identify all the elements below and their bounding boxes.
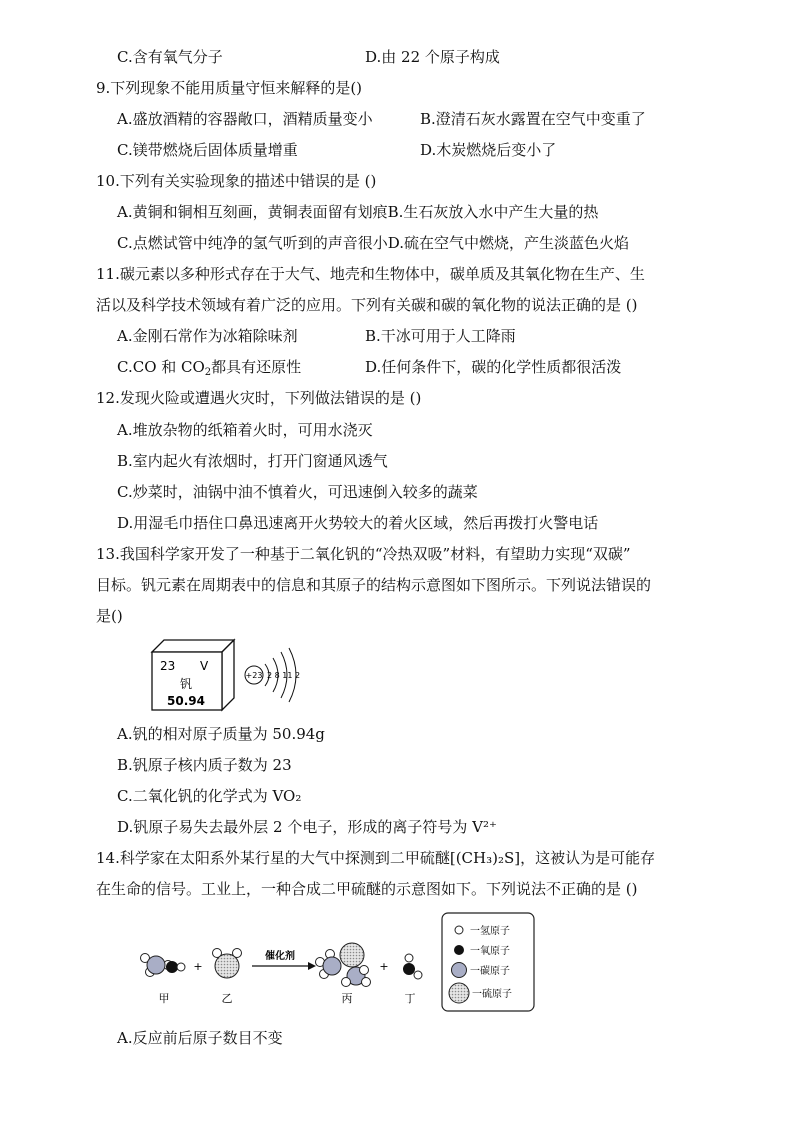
molecule-yi (213, 949, 242, 979)
q14-stem-line1: 14.科学家在太阳系外某行星的大气中探测到二甲硫醚[(CH₃)₂S]，这被认为是可能存 (96, 849, 656, 867)
atom-nucleus: +23 (245, 671, 263, 680)
q14-option-a: A.反应前后原子数目不变 (117, 1029, 283, 1047)
atom-shells: 2 8 11 2 (267, 671, 301, 680)
vanadium-element-cell (150, 636, 240, 712)
molecule-jia (141, 954, 186, 977)
q12-stem: 12.发现火险或遭遇火灾时，下列做法错误的是 () (96, 389, 422, 407)
q8-option-d: D.由 22 个原子构成 (365, 48, 500, 66)
q10-stem: 10.下列有关实验现象的描述中错误的是 () (96, 172, 377, 190)
q10-option-a-text: A.黄铜和铜相互刻画，黄铜表面留有划痕 (117, 203, 388, 221)
q12-option-d: D.用湿毛巾捂住口鼻迅速离开火势较大的着火区域，然后再拨打火警电话 (117, 514, 599, 532)
q11-option-b: B.干冰可用于人工降雨 (365, 327, 516, 345)
q11-option-d: D.任何条件下，碳的化学性质都很活泼 (365, 358, 622, 376)
q10-option-b: B.生石灰放入水中产生大量的热 (387, 203, 599, 221)
q13-stem-line2: 目标。钒元素在周期表中的信息和其原子的结构示意图如下图所示。下列说法错误的 (96, 576, 652, 594)
legend-sulfur: 一硫原子 (472, 989, 512, 1000)
element-mass: 50.94 (167, 694, 205, 708)
q13-stem-line3: 是() (96, 607, 123, 625)
label-bing: 丙 (341, 992, 353, 1005)
element-name: 钒 (180, 677, 193, 691)
legend-oxygen: 一氧原子 (470, 946, 510, 957)
q10-option-c-text: C.点燃试管中纯净的氢气听到的声音很小 (117, 234, 388, 252)
reaction-diagram (130, 912, 535, 1014)
q8-option-c: C.含有氧气分子 (117, 48, 223, 66)
q12-option-a: A.堆放杂物的纸箱着火时，可用水浇灭 (117, 421, 373, 439)
q11-option-c-pre: C.CO 和 CO (117, 358, 205, 376)
q14-stem-line2: 在生命的信号。工业上，一种合成二甲硫醚的示意图如下。下列说法不正确的是 () (96, 880, 638, 898)
q9-option-a: A.盛放酒精的容器敞口，酒精质量变小 (117, 110, 373, 128)
q13-option-a: A.钒的相对原子质量为 50.94g (117, 725, 325, 743)
plus-2: + (379, 960, 389, 973)
plus-1: + (193, 960, 203, 973)
element-number: 23 (160, 659, 176, 673)
atom-legend (442, 913, 534, 1011)
label-jia: 甲 (158, 992, 170, 1005)
legend-hydrogen: 一氢原子 (470, 926, 510, 937)
label-ding: 丁 (404, 992, 416, 1005)
q12-option-b: B.室内起火有浓烟时，打开门窗通风透气 (117, 452, 388, 470)
label-yi: 乙 (221, 992, 233, 1005)
q9-option-d: D.木炭燃烧后变小了 (420, 141, 557, 159)
q13-option-d: D.钒原子易失去最外层 2 个电子，形成的离子符号为 V²⁺ (117, 818, 497, 836)
q11-option-c (117, 357, 301, 383)
molecule-ding (403, 954, 422, 979)
q12-option-c: C.炒菜时，油锅中油不慎着火，可迅速倒入较多的蔬菜 (117, 483, 478, 501)
molecule-bing (316, 943, 371, 987)
q11-option-c-sub: 2 (204, 367, 212, 378)
q13-option-b: B.钒原子核内质子数为 23 (117, 756, 292, 774)
q9-option-b: B.澄清石灰水露置在空气中变重了 (420, 110, 646, 128)
element-symbol: V (200, 659, 209, 673)
catalyst-label: 催化剂 (265, 951, 295, 962)
q10-option-d: D.硫在空气中燃烧，产生淡蓝色火焰 (387, 234, 629, 252)
legend-carbon: 一碳原子 (470, 966, 510, 977)
q13-stem-line1: 13.我国科学家开发了一种基于二氧化钒的“冷热双吸”材料，有望助力实现“双碳” (96, 545, 631, 563)
q9-stem: 9.下列现象不能用质量守恒来解释的是() (96, 79, 363, 97)
q10-option-a (117, 202, 598, 222)
q10-option-c (117, 233, 629, 253)
q11-stem-line1: 11.碳元素以多种形式存在于大气、地壳和生物体中，碳单质及其氧化物在生产、生 (96, 265, 645, 283)
q11-option-a: A.金刚石常作为冰箱除味剂 (117, 327, 298, 345)
q9-option-c: C.镁带燃烧后固体质量增重 (117, 141, 298, 159)
q11-stem-line2: 活以及科学技术领域有着广泛的应用。下列有关碳和碳的氧化物的说法正确的是 () (96, 296, 638, 314)
q13-option-c: C.二氧化钒的化学式为 VO₂ (117, 787, 302, 805)
q11-option-c-post: 都具有还原性 (211, 358, 302, 376)
vanadium-atom-structure (243, 646, 309, 704)
